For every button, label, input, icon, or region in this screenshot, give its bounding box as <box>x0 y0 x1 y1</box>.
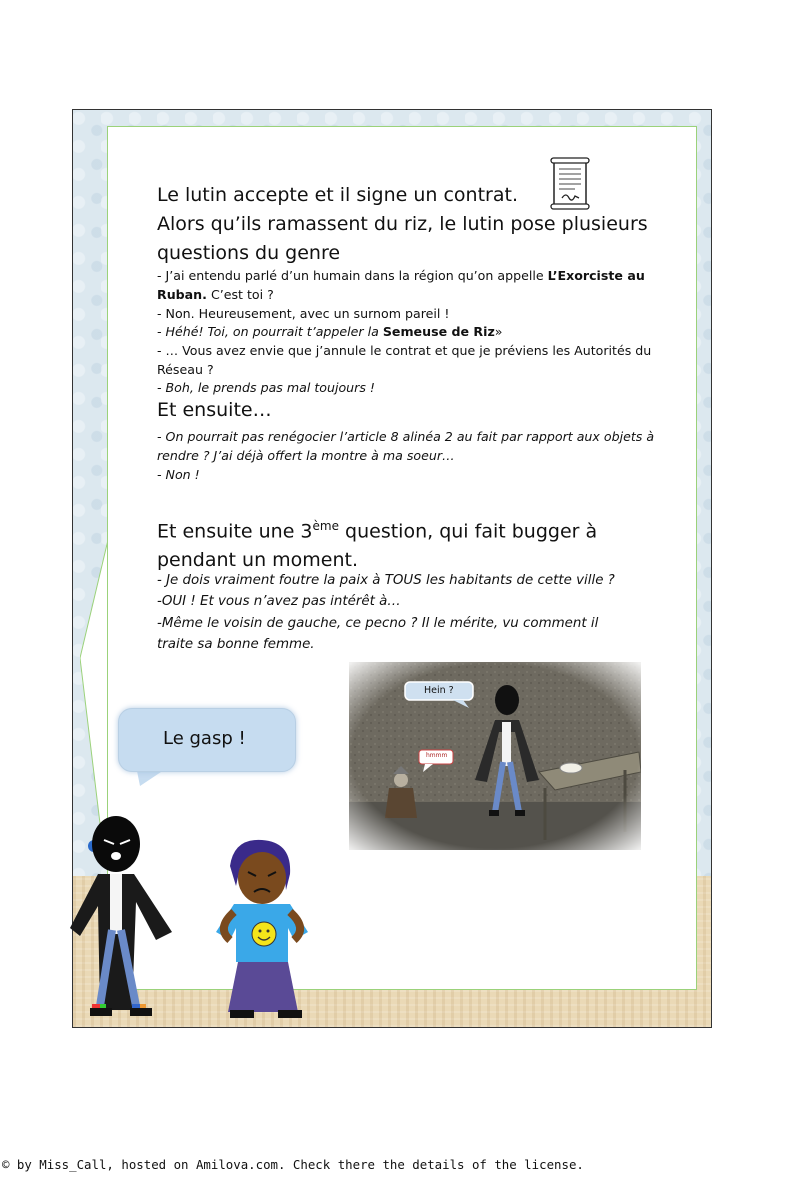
scene-bubble-hmmm: hmmm <box>426 752 448 759</box>
third-question-sup: ème <box>312 519 339 533</box>
third-question-heading <box>157 512 657 575</box>
speech-bubble-text: Le gasp ! <box>163 728 246 749</box>
dialogue-2: - Non. Heureusement, avec un surnom pareil ! <box>157 306 450 321</box>
dialogue-6: - On pourrait pas renégocier l’article 8 alinéa 2 au fait par rapport aux objets à rendre ? J’ai déjà offert la montre à ma soeur… <box>157 429 655 463</box>
scene-bubble-hein: Hein ? <box>424 685 454 696</box>
third-question-a: Et ensuite une 3 <box>157 520 313 543</box>
story-line-2: Alors qu’ils ramassent du riz, le lutin pose plusieurs questions du genre <box>157 213 648 264</box>
nickname-semeuse: Semeuse de Riz <box>382 324 495 339</box>
dialogue-3-end: » <box>494 324 503 339</box>
dialogue-7: - Non ! <box>157 467 200 482</box>
third-question-b: question, qui fait bugger à pendant un moment. <box>157 520 598 572</box>
dialogue-1 <box>157 266 657 304</box>
dialogue-10: -Même le voisin de gauche, ce pecno ? Il le mérite, vu comment il traite sa bonne femme. <box>157 616 599 652</box>
dialogue-9: -OUI ! Et vous n’avez pas intérêt à… <box>157 594 401 609</box>
dialogue-5: - Boh, le prends pas mal toujours ! <box>157 380 375 395</box>
story-line-1: Le lutin accepte et il signe un contrat. <box>157 184 518 206</box>
dialogue-8: - Je dois vraiment foutre la paix à TOUS les habitants de cette ville ? <box>157 573 615 588</box>
dialogue-3-text: - Héhé! Toi, on pourrait t’appeler la <box>157 324 383 339</box>
exorcist-character <box>70 810 190 1026</box>
credit-line: © by Miss_Call, hosted on Amilova.com. Check there the details of the license. <box>2 1157 584 1172</box>
inset-scene <box>349 662 641 850</box>
dialogue-3 <box>157 322 657 341</box>
et-ensuite-heading: Et ensuite… <box>157 399 272 421</box>
dialogue-1-end: C’est toi ? <box>206 287 274 302</box>
inset-scene-art <box>349 662 641 850</box>
dialogue-1-text: - J’ai entendu parlé d’un humain dans la région qu’on appelle <box>157 268 548 283</box>
dialogue-4: - … Vous avez envie que j’annule le contrat et que je préviens les Autorités du Réseau ? <box>157 343 652 377</box>
girl-character <box>208 836 316 1026</box>
nickname-exorciste: L’Exorciste au Ruban. <box>157 268 645 302</box>
